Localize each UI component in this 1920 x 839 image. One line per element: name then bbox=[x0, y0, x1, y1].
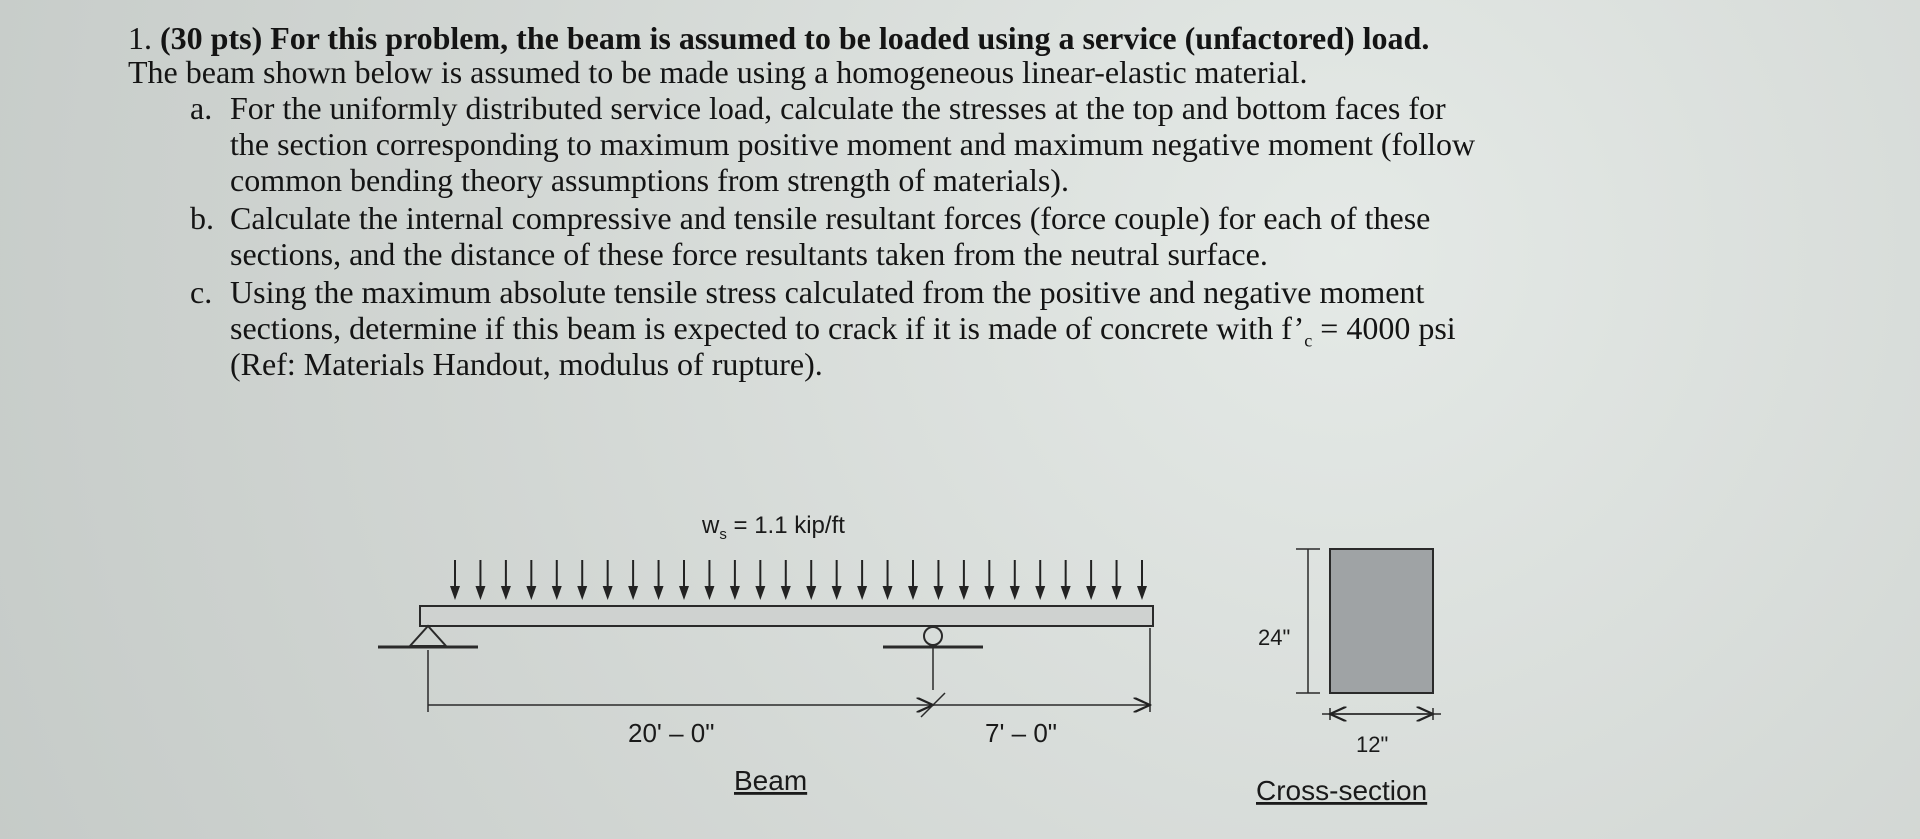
load-arrow bbox=[1061, 560, 1071, 600]
item-b-line-1: Calculate the internal compressive and tensile resultant forces (force couple) for each of these bbox=[230, 200, 1431, 236]
width-label: 12" bbox=[1356, 732, 1389, 757]
load-arrow bbox=[552, 560, 562, 600]
load-arrow bbox=[832, 560, 842, 600]
load-arrow bbox=[883, 560, 893, 600]
load-arrow bbox=[577, 560, 587, 600]
roller-support bbox=[883, 627, 983, 690]
pin-support bbox=[378, 626, 478, 647]
span-1-label: 20' – 0" bbox=[628, 718, 715, 748]
load-arrow bbox=[679, 560, 689, 600]
fc-subscript: c bbox=[1304, 330, 1313, 351]
load-arrow bbox=[1010, 560, 1020, 600]
problem-intro: The beam shown below is assumed to be made using a homogeneous linear-elastic material. bbox=[128, 54, 1308, 90]
load-arrow bbox=[806, 560, 816, 600]
fc-symbol: f’ bbox=[1281, 310, 1305, 346]
load-arrow bbox=[959, 560, 969, 600]
problem-heading-text: (30 pts) For this problem, the beam is assumed to be loaded using a service (unfactored) load. bbox=[160, 20, 1430, 56]
load-arrow bbox=[730, 560, 740, 600]
item-a-line-3: common bending theory assumptions from strength of materials). bbox=[230, 162, 1069, 198]
load-arrow bbox=[501, 560, 511, 600]
span-dimensions bbox=[428, 628, 1150, 717]
item-b-letter: b. bbox=[190, 200, 214, 236]
problem-number: 1. bbox=[128, 20, 152, 56]
item-c-line-3: (Ref: Materials Handout, modulus of rupture). bbox=[230, 346, 823, 382]
item-a-letter: a. bbox=[190, 90, 213, 126]
load-arrow bbox=[1035, 560, 1045, 600]
load-arrow bbox=[450, 560, 460, 600]
load-label bbox=[701, 512, 845, 543]
load-arrow bbox=[475, 560, 485, 600]
load-arrow bbox=[603, 560, 613, 600]
distributed-load-arrows bbox=[450, 560, 1147, 600]
load-arrow bbox=[755, 560, 765, 600]
beam-member bbox=[420, 606, 1153, 626]
load-arrow bbox=[654, 560, 664, 600]
load-arrow bbox=[908, 560, 918, 600]
load-arrow bbox=[933, 560, 943, 600]
span-2-label: 7' – 0" bbox=[985, 718, 1058, 748]
load-label-value: = 1.1 kip/ft bbox=[726, 512, 845, 539]
load-label-sub: s bbox=[719, 526, 727, 543]
item-c-letter: c. bbox=[190, 274, 213, 310]
item-a-line-1: For the uniformly distributed service load, calculate the stresses at the top and bottom faces for bbox=[230, 90, 1446, 126]
cross-section bbox=[1296, 549, 1441, 720]
item-a-line-2: the section corresponding to maximum positive moment and maximum negative moment (follow bbox=[230, 126, 1476, 162]
item-c-line-1: Using the maximum absolute tensile stress calculated from the positive and negative moment bbox=[230, 274, 1425, 310]
load-label-w: w bbox=[702, 512, 720, 539]
load-arrow bbox=[984, 560, 994, 600]
depth-label: 24" bbox=[1258, 625, 1291, 650]
load-arrow bbox=[781, 560, 791, 600]
load-arrow bbox=[857, 560, 867, 600]
load-arrow bbox=[704, 560, 714, 600]
load-arrow bbox=[1137, 560, 1147, 600]
fc-value: = 4000 psi bbox=[1312, 310, 1456, 346]
cross-section-rect bbox=[1330, 549, 1433, 693]
item-b-line-2: sections, and the distance of these force resultants taken from the neutral surface. bbox=[230, 236, 1268, 272]
load-arrow bbox=[628, 560, 638, 600]
load-arrow bbox=[1086, 560, 1096, 600]
beam-caption: Beam bbox=[734, 765, 808, 796]
load-arrow bbox=[1112, 560, 1122, 600]
item-c-line-2-text: sections, determine if this beam is expected to crack if it is made of concrete with bbox=[230, 310, 1274, 346]
section-caption: Cross-section bbox=[1256, 775, 1428, 806]
load-arrow bbox=[526, 560, 536, 600]
